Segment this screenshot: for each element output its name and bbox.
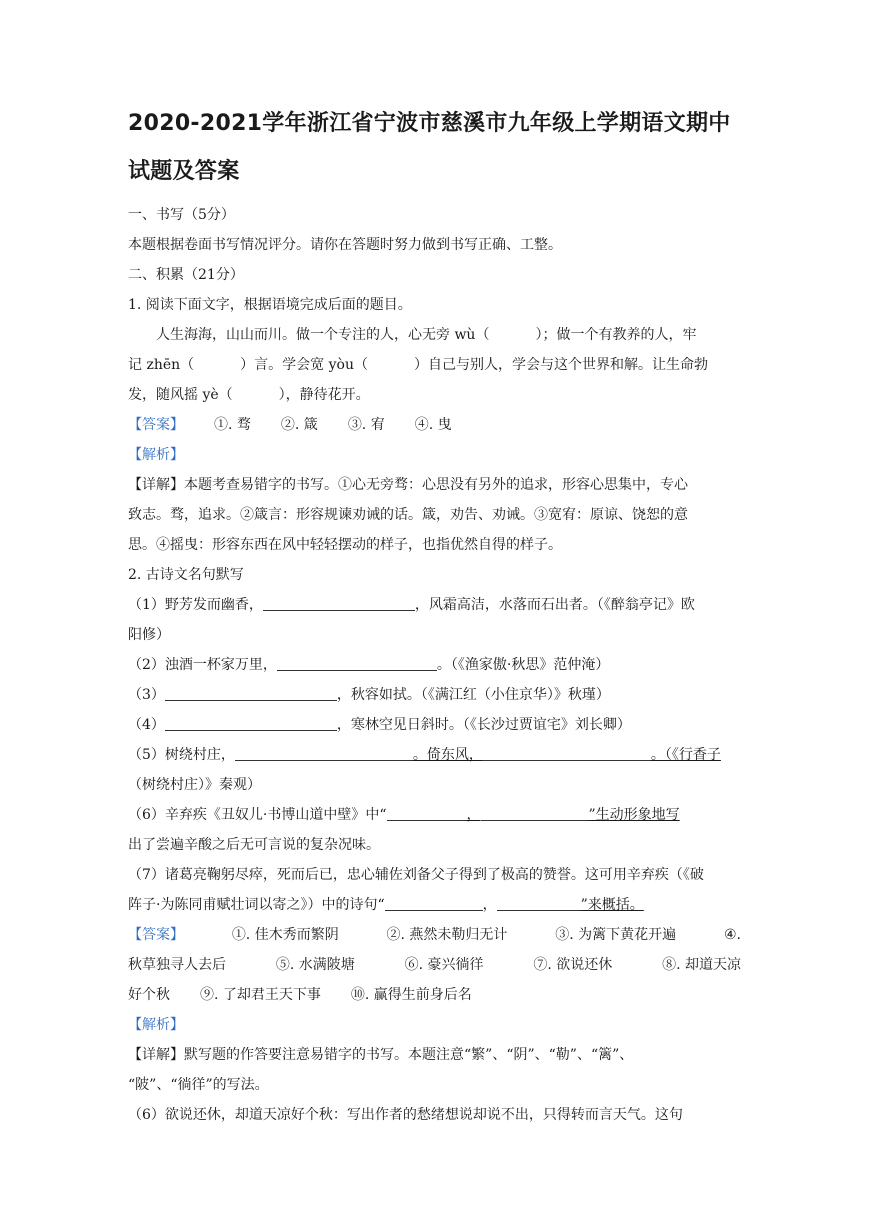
q2-answer-item: ⑨. 了却君王天下事 [200, 987, 321, 1003]
q2-answer-item: ①. 佳木秀而繁阴 [231, 927, 339, 943]
title-line-1: 2020-2021学年浙江省宁波市慈溪市九年级上学期语文期中 [128, 111, 731, 136]
q1-answer-item: ①. 骛 [214, 417, 251, 433]
q2-answer-item: ⑧. 却道天凉 [662, 957, 741, 973]
q1-answer-item: ②. 箴 [280, 417, 318, 433]
q2-answer-row-1 [128, 920, 741, 950]
title-line-2: 试题及答案 [128, 159, 240, 184]
q2-answer-item: ⑦. 欲说还休 [533, 957, 613, 973]
q1-detail-line: 致志。骛，追求。②箴言：形容规谏劝诫的话。箴，劝告、劝诫。③宽宥：原谅、饶恕的意 [128, 507, 688, 523]
q2-item-5-cont: （树绕村庄）》秦观） [128, 777, 261, 793]
q1-passage-line-1: 人生海海，山山而川。做一个专注的人，心无旁 wù（ ）；做一个有教养的人，牢 [156, 327, 697, 343]
q1-passage-line-3: 发，随风摇 yè（ ），静待花开。 [128, 387, 370, 403]
q2-item-7-cont: 阵子·为陈同甫赋壮词以寄之》）中的诗句“ ， ”来概括。 [128, 890, 741, 920]
q1-stem: 1. 阅读下面文字，根据语境完成后面的题目。 [128, 297, 412, 313]
q2-item-7: （7）诸葛亮鞠躬尽瘁，死而后已，忠心辅佐刘备父子得到了极高的赞誉。这可用辛弃疾（《破 [128, 867, 704, 883]
q2-answer-item: 好个秋 [128, 987, 170, 1003]
q2-item-4: （4） ，寒林空见日斜时。（《长沙过贾谊宅》刘长卿） [128, 710, 741, 740]
q2-answer-item: ⑥. 豪兴徜徉 [404, 957, 484, 973]
q2-answer-item: ⑩. 赢得生前身后名 [350, 987, 472, 1003]
section-2-heading: 二、积累（21分） [128, 267, 244, 283]
q2-answer-item: ⑤. 水满陂塘 [275, 957, 355, 973]
q2-answer-row-3 [128, 980, 741, 1010]
q1-detail-line: 思。④摇曳：形容东西在风中轻轻摆动的样子，也指优然自得的样子。 [128, 537, 562, 553]
answer-label: 【答案】 [128, 417, 184, 433]
q1-analysis-label: 【解析】 [128, 447, 184, 463]
q2-stem: 2. 古诗文名句默写 [128, 567, 244, 583]
q2-answer-item: 秋草独寻人去后 [128, 957, 226, 973]
q2-answer-item: ②. 燕然未勒归无计 [386, 927, 508, 943]
q2-answer-row-2 [128, 950, 741, 980]
document-title [128, 100, 741, 196]
q2-item-2: （2）浊酒一杯家万里， 。（《渔家傲·秋思》范仲淹） [128, 650, 741, 680]
q2-detail-line: “陂”、“徜徉”的写法。 [128, 1077, 269, 1093]
answer-label: 【答案】 [128, 927, 184, 943]
q2-item-3: （3） ，秋容如拭。（《满江红（小住京华）》秋瑾） [128, 680, 741, 710]
q1-passage-line-2: 记 zhēn（ ）言。学会宽 yòu（ ）自己与别人，学会与这个世界和解。让生命勃 [128, 357, 708, 373]
q1-detail-line: 【详解】本题考查易错字的书写。①心无旁骛：心思没有另外的追求，形容心思集中，专心 [128, 477, 688, 493]
q2-detail-line: 【详解】默写题的作答要注意易错字的书写。本题注意“繁”、“阴”、“勒”、“篱”、 [128, 1047, 634, 1063]
q1-answer-item: ③. 宥 [347, 417, 385, 433]
q2-item-1: （1）野芳发而幽香， ，风霜高洁，水落而石出者。（《醉翁亭记》欧 [128, 590, 741, 620]
q2-analysis-label: 【解析】 [128, 1017, 184, 1033]
q2-item-6: （6）辛弃疾《丑奴儿·书博山道中壁》中“ ， ”生动形象地写 [128, 800, 741, 830]
q1-answer [128, 410, 741, 440]
section-1-heading: 一、书写（5分） [128, 207, 235, 223]
q2-answer-item: ③. 为篱下黄花开遍 [555, 927, 677, 943]
q2-item-5: （5）树绕村庄， 。倚东风， 。（《行香子 [128, 740, 741, 770]
q1-answer-item: ④. 曳 [414, 417, 452, 433]
q2-answer-item: ④. [723, 927, 741, 943]
section-1-text: 本题根据卷面书写情况评分。请你在答题时努力做到书写正确、工整。 [128, 237, 562, 253]
q2-detail-line: （6）欲说还休，却道天凉好个秋：写出作者的愁绪想说却说不出，只得转而言天气。这句 [128, 1107, 683, 1123]
q2-item-1-cont: 阳修） [128, 627, 170, 643]
q2-item-6-cont: 出了尝遍辛酸之后无可言说的复杂况味。 [128, 837, 380, 853]
